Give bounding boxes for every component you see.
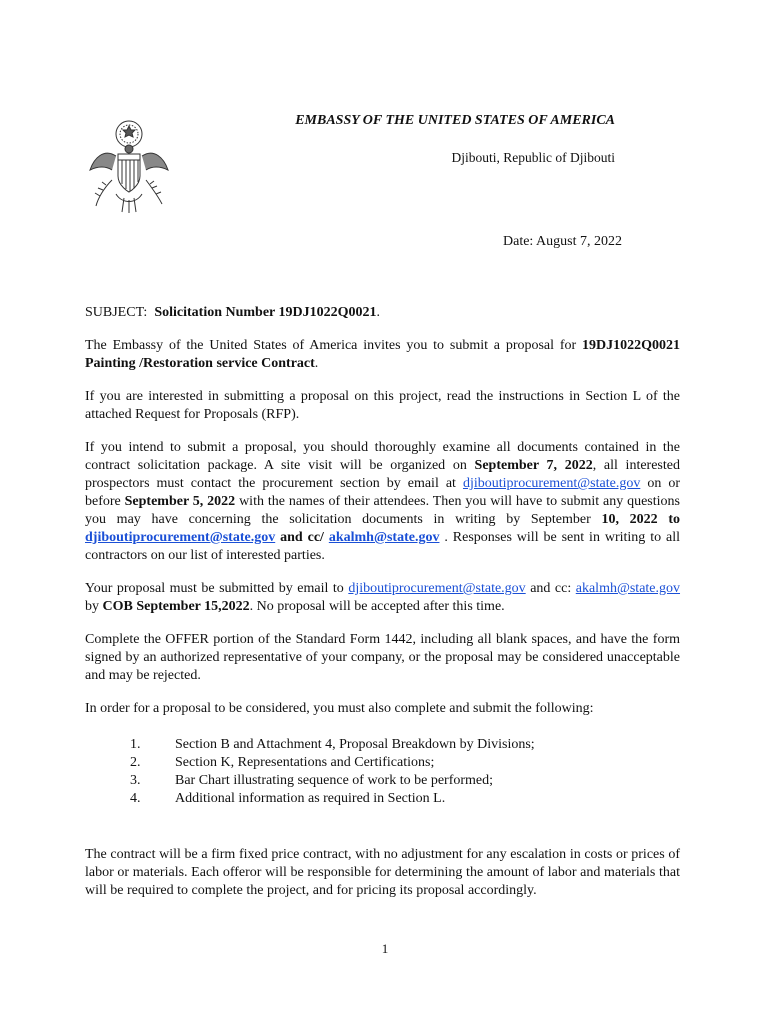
letter-date: Date: August 7, 2022	[503, 234, 622, 249]
procurement-email-link[interactable]: djiboutiprocurement@state.gov	[85, 530, 276, 545]
list-item: 4. Additional information as required in Section L.	[130, 791, 446, 806]
embassy-seal-icon	[86, 118, 172, 214]
list-item: 3. Bar Chart illustrating sequence of work to be performed;	[130, 773, 494, 788]
submission-paragraph: Your proposal must be submitted by email to djiboutiprocurement@state.gov and cc: akalmh@state.gov by COB September 15,2022. No proposal will be accepted after this time.	[85, 581, 681, 614]
instructions-paragraph: If you are interested in submitting a proposal on this project, read the instructions in Section L of the attached Request for Proposals (RFP).	[85, 389, 680, 422]
solicitation-number: Solicitation Number 19DJ1022Q0021	[154, 305, 377, 320]
letter-body	[85, 304, 680, 915]
cc-email-link[interactable]: akalmh@state.gov	[575, 581, 681, 596]
list-item: 2. Section K, Representations and Certifications;	[130, 755, 435, 770]
procurement-email-link[interactable]: djiboutiprocurement@state.gov	[348, 581, 526, 596]
procurement-email-link[interactable]: djiboutiprocurement@state.gov	[462, 476, 641, 491]
offer-paragraph: Complete the OFFER portion of the Standard Form 1442, including all blank spaces, and have the form signed by an authorized representative of your company, or the proposal may be considered unacceptable and may be rejected.	[85, 632, 680, 683]
contract-terms-paragraph: The contract will be a firm fixed price contract, with no adjustment for any escalation in costs or prices of labor or materials. Each offeror will be responsible for determining the amount of labor and materials that will be required to complete the project, and for pricing its proposal accordingly.	[85, 847, 680, 898]
embassy-location: Djibouti, Republic of Djibouti	[451, 150, 615, 165]
embassy-title: EMBASSY OF THE UNITED STATES OF AMERICA	[295, 113, 615, 128]
requirements-list	[85, 736, 680, 808]
cc-email-link[interactable]: akalmh@state.gov	[328, 530, 440, 545]
invitation-paragraph: The Embassy of the United States of America invites you to submit a proposal for 19DJ1022Q0021 Painting /Restoration service Contract.	[85, 338, 680, 371]
requirements-paragraph: In order for a proposal to be considered, you must also complete and submit the following:	[85, 701, 594, 716]
site-visit-paragraph: If you intend to submit a proposal, you should thoroughly examine all documents contained in the contract solicitation package. A site visit will be organized on September 7, 2022, all interested prospectors must contact the procurement section by email at djiboutiprocurement@state.gov on or before September 5, 2022 with the names of their attendees. Then you will have to submit any questions you may have concerning the solicitation documents in writing by September 10, 2022 to djiboutiprocurement@state.gov and cc/ akalmh@state.gov . Responses will be sent in writing to all contractors on our list of interested parties.	[85, 440, 681, 563]
page-number: 1	[381, 941, 389, 956]
subject-line: SUBJECT: Solicitation Number 19DJ1022Q0021.	[85, 305, 381, 320]
subject-label: SUBJECT:	[85, 305, 148, 320]
list-item: 1. Section B and Attachment 4, Proposal Breakdown by Divisions;	[130, 737, 535, 752]
